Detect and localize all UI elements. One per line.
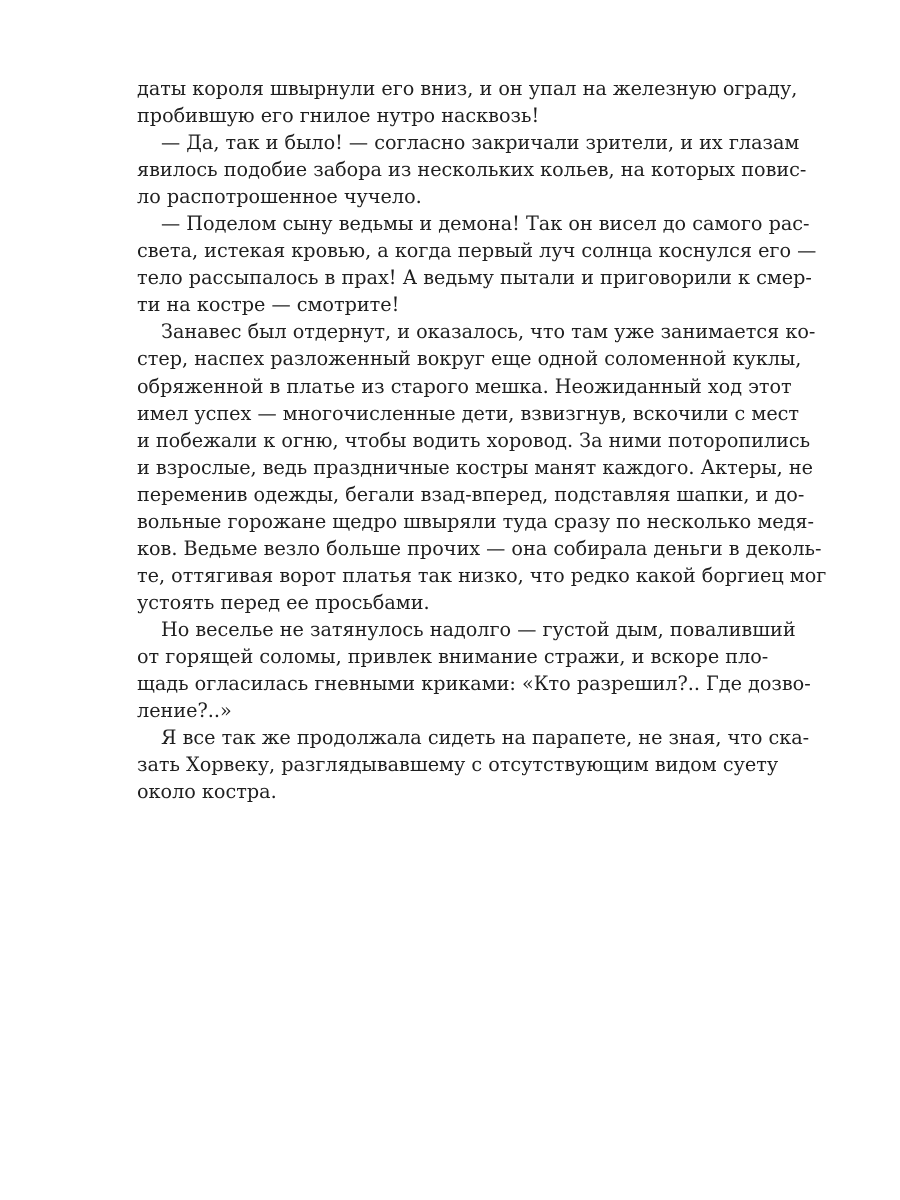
text-line: ление?..»: [137, 699, 232, 723]
paragraph: [137, 75, 798, 129]
text-line: стер, наспех разложенный вокруг еще одной соломенной куклы,: [137, 347, 802, 371]
text-line: щадь огласилась гневными криками: «Кто разрешил?.. Где дозво-: [137, 672, 811, 696]
text-line: вольные горожане щедро швыряли туда сразу по несколько медя-: [137, 509, 815, 533]
text-line: и побежали к огню, чтобы водить хоровод. За ними поторопились: [137, 428, 811, 452]
text-line: устоять перед ее просьбами.: [137, 590, 430, 614]
text-line: от горящей соломы, привлек внимание стражи, и вскоре пло-: [137, 644, 769, 668]
paragraph: [137, 318, 827, 616]
text-line: пробившую его гнилое нутро насквозь!: [137, 104, 540, 128]
text-line: Я все так же продолжала сидеть на парапете, не зная, что ска-: [161, 726, 810, 750]
text-line: ло распотрошенное чучело.: [137, 185, 422, 209]
text-line: — Поделом сыну ведьмы и демона! Так он висел до самого рас-: [161, 212, 810, 236]
text-line: ти на костре — смотрите!: [137, 293, 400, 317]
text-line: Занавес был отдернут, и оказалось, что там уже занимается ко-: [161, 320, 816, 344]
paragraph: [137, 724, 810, 805]
text-line: и взрослые, ведь праздничные костры манят каждого. Актеры, не: [137, 455, 814, 479]
text-line: — Да, так и было! — согласно закричали зрители, и их глазам: [161, 131, 800, 155]
paragraph: [137, 210, 817, 318]
text-line: те, оттягивая ворот платья так низко, что редко какой боргиец мог: [137, 563, 827, 587]
text-line: ков. Ведьме везло больше прочих — она собирала деньги в деколь-: [137, 536, 822, 560]
paragraph: [137, 129, 807, 210]
text-line: даты короля швырнули его вниз, и он упал на железную ограду,: [137, 77, 798, 100]
body-text: [137, 75, 827, 805]
text-line: переменив одежды, бегали взад-вперед, подставляя шапки, и до-: [137, 482, 805, 506]
text-line: зать Хорвеку, разглядывавшему с отсутствующим видом суету: [137, 753, 779, 777]
text-line: явилось подобие забора из нескольких кольев, на которых повис-: [137, 158, 807, 182]
text-line: имел успех — многочисленные дети, взвизгнув, вскочили с мест: [137, 401, 800, 425]
text-line: света, истекая кровью, а когда первый луч солнца коснулся его —: [137, 239, 817, 263]
text-line: обряженной в платье из старого мешка. Неожиданный ход этот: [137, 374, 792, 398]
paragraph: [137, 616, 811, 724]
text-line: Но веселье не затянулось надолго — густой дым, поваливший: [161, 617, 796, 641]
text-line: тело рассыпалось в прах! А ведьму пытали и приговорили к смер-: [137, 266, 812, 290]
text-line: около костра.: [137, 780, 277, 804]
